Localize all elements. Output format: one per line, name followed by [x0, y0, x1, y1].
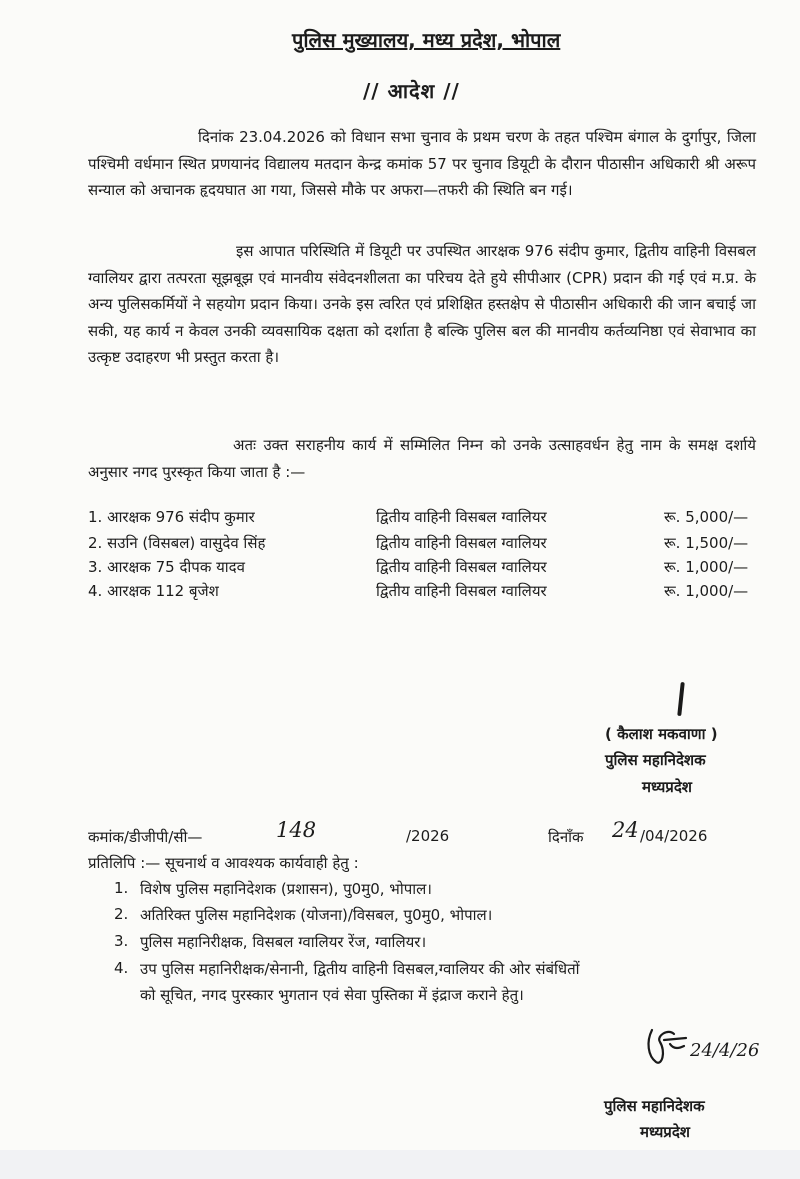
- reward-unit: द्वितीय वाहिनी विसबल ग्वालियर: [376, 508, 547, 526]
- copy-heading: प्रतिलिपि :— सूचनार्थ व आवश्यक कार्यवाही हेतु :: [88, 854, 359, 872]
- copy-item-number: 2.: [114, 905, 129, 923]
- reward-unit: द्वितीय वाहिनी विसबल ग्वालियर: [376, 534, 547, 552]
- signature-mark: [677, 682, 685, 716]
- bottom-strip: [0, 1150, 800, 1179]
- reward-name: 3. आरक्षक 75 दीपक यादव: [88, 558, 245, 576]
- reward-amount: रू. 5,000/—: [664, 508, 749, 526]
- copy-item-text: पुलिस महानिरीक्षक, विसबल ग्वालियर रेंज, ग्वालियर।: [140, 933, 427, 951]
- date-label: दिनाँक: [548, 828, 584, 846]
- signatory-name: ( कैलाश मकवाणा ): [605, 725, 718, 743]
- signature-date: 24/4/26: [690, 1040, 760, 1061]
- paragraph-action: [88, 238, 756, 371]
- paragraph-reward: [88, 432, 756, 485]
- order-heading: // आदेश //: [363, 79, 460, 103]
- copy-item-number: 4.: [114, 959, 129, 977]
- reward-amount: रू. 1,000/—: [664, 558, 749, 576]
- reference-year: /2026: [406, 827, 450, 845]
- paragraph-reward-text: अतः उक्त सराहनीय कार्य में सम्मिलित निम्न को उनके उत्साहवर्धन हेतु नाम के समक्ष दर्शाये अनुसार नगद पुरस्कृत किया जाता है :—: [88, 436, 756, 481]
- copy-item-text-continued: को सूचित, नगद पुरस्कार भुगतान एवं सेवा पुस्तिका में इंद्राज कराने हेतु।: [140, 986, 524, 1004]
- copy-item-text: उप पुलिस महानिरीक्षक/सेनानी, द्वितीय वाहिनी विसबल,ग्वालियर की ओर संबंधितों: [140, 960, 580, 978]
- handwritten-signature: [640, 1022, 780, 1072]
- reward-name: 4. आरक्षक 112 बृजेश: [88, 582, 219, 600]
- copy-item-text: अतिरिक्त पुलिस महानिदेशक (योजना)/विसबल, पु0मु0, भोपाल।: [140, 906, 493, 924]
- date-day: 24: [612, 818, 639, 842]
- signatory2-designation: पुलिस महानिदेशक: [604, 1097, 705, 1115]
- paragraph-incident-text: दिनांक 23.04.2026 को विधान सभा चुनाव के प्रथम चरण के तहत पश्चिम बंगाल के दुर्गापुर, जिला पश्चिमी वर्धमान स्थित प्रणयानंद विद्यालय मतदान केन्द्र कमांक 57 पर चुनाव डियूटी के दौरान पीठासीन अधिकारी श्री अरूप सन्याल को अचानक हृदयघात आ गया, जिससे मौके पर अफरा—तफरी की स्थिति बन गई।: [88, 128, 756, 199]
- reward-name: 1. आरक्षक 976 संदीप कुमार: [88, 508, 255, 526]
- reference-prefix: कमांक/डीजीपी/सी—: [88, 828, 203, 846]
- date-rest: /04/2026: [640, 827, 708, 845]
- reward-unit: द्वितीय वाहिनी विसबल ग्वालियर: [376, 558, 547, 576]
- reward-amount: रू. 1,000/—: [664, 582, 749, 600]
- paragraph-action-text: इस आपात परिस्थिति में डियूटी पर उपस्थित आरक्षक 976 संदीप कुमार, द्वितीय वाहिनी विसबल ग्वालियर द्वारा तत्परता सूझबूझ एवं मानवीय संवेदनशीलता का परिचय देते हुये सीपीआर (CPR) प्रदान की गई एवं म.प्र. के अन्य पुलिसकर्मियों ने सहयोग प्रदान किया। उनके इस त्वरित एवं प्रशिक्षित हस्तक्षेप से पीठासीन अधिकारी की जान बचाई जा सकी, यह कार्य न केवल उनकी व्यवसायिक दक्षता को दर्शाता है बल्कि पुलिस बल की मानवीय कर्तव्यनिष्ठा एवं सेवाभाव का उत्कृष्ट उदाहरण भी प्रस्तुत करता है।: [88, 242, 756, 366]
- signatory-state: मध्यप्रदेश: [642, 778, 693, 796]
- reward-name: 2. सउनि (विसबल) वासुदेव सिंह: [88, 534, 266, 552]
- reward-amount: रू. 1,500/—: [664, 534, 749, 552]
- copy-item-number: 1.: [114, 879, 129, 897]
- paragraph-incident: [88, 124, 756, 204]
- signatory-designation: पुलिस महानिदेशक: [605, 751, 706, 769]
- page-title: पुलिस मुख्यालय, मध्य प्रदेश, भोपाल: [292, 28, 561, 52]
- copy-item-text: विशेष पुलिस महानिदेशक (प्रशासन), पु0मु0, भोपाल।: [140, 880, 432, 898]
- signatory2-state: मध्यप्रदेश: [640, 1123, 691, 1141]
- reference-number: 148: [276, 818, 317, 842]
- reward-unit: द्वितीय वाहिनी विसबल ग्वालियर: [376, 582, 547, 600]
- copy-item-number: 3.: [114, 932, 129, 950]
